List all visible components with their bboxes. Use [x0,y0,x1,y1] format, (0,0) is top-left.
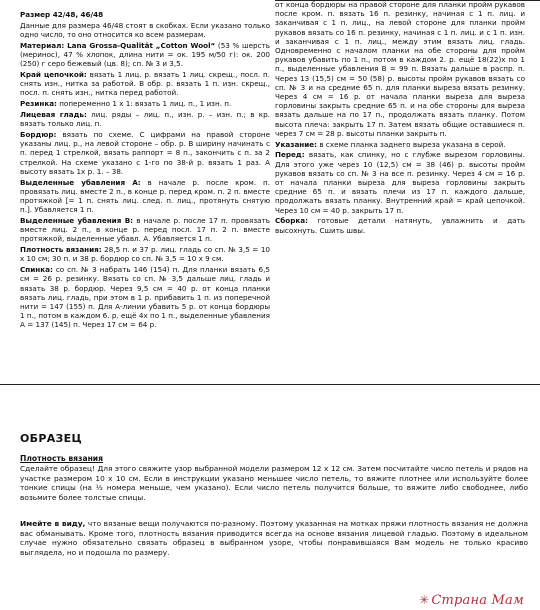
instruction-text: Данные для размера 46/48 стоят в скобках. Если указано только одно число, то оно относится ко всем размерам. [20,20,270,39]
instruction-paragraph [20,10,270,19]
instruction-paragraph [20,110,270,128]
instruction-paragraph [20,99,270,108]
instruction-paragraph [275,216,525,234]
note-paragraph [20,519,528,557]
instruction-text: в схеме планка заднего выреза указана в серой. [317,139,506,149]
section-subtitle: Плотность вязания [20,454,104,463]
note-text: что вязаные вещи получаются по-разному. Поэтому указанная на мотках пряжи плотность вязания не должна вас обманывать. Кроме того, плотность вязания приводится всегда на основе вязания лицевой гладью. Поэтому в идеальном случае нужно обязательно связать образец в выбранном узоре, чтобы понравившаяся Вам модель не только красиво выглядела, но и подошла по размеру. [20,519,528,557]
instruction-label: Размер 42/48, 46/48 [20,10,104,19]
instruction-paragraph [20,178,270,215]
instruction-label: Сборка: [275,216,308,226]
instruction-paragraph [20,245,270,263]
instruction-text: со сп. № 3 набрать 146 (154) п. Для планки вязать 6,5 см = 26 р. резинку. Вязать со сп. № 3,5 дальше лиц. гладь и вязать 38 р. бордюр. Через 9,5 см = 40 р. от конца планки вязать лиц. гладь, при этом в 1 р. прибавить 1 п. из поперечной нити = 147 (155) п. Для А-линии убавить 5 р. от конца бордюры 1 п., потом в каждом 6. р. ещё 4х по 1 п., выделенные убавления А = 137 (145) п. Через 17 см = 64 р. [20,265,270,330]
instruction-label: Спинка: [20,265,53,275]
swatch-section [0,386,540,610]
instruction-paragraph [20,265,270,329]
instruction-paragraph [20,41,270,69]
instruction-text: попеременно 1 х 1: вязать 1 лиц. п., 1 изн. п. [56,99,232,109]
instruction-label: Край цепочкой: [20,70,87,79]
instruction-paragraph [275,140,525,149]
note-label: Имейте в виду, [20,519,86,528]
instruction-paragraph [20,70,270,98]
instruction-text: вязать, как спинку, но с глубже вырезом горловины. Для этого уже через 10 (12,5) см = 38 (46) р. высоты пройм рукавов вязать со сп. № 3 на все п. резинку. Через 4 см = 16 р. от начала планки выреза для выреза горловины закрыть средние 65 п. и вязать плечи из 17 п. каждого дальше, продолжать вязать планку. Внутренний край = край цепочкой. Через 10 см = 40 р. закрыть 17 п. [275,150,525,215]
instruction-label: Резинка: [20,99,57,109]
flower-icon: ✳ [419,593,430,607]
watermark-text: Страна Мам [431,593,524,608]
instruction-text: вязать по схеме. С цифрами на правой стороне указаны лиц. р., на левой стороне – обр. р. В ширину начинать с п. перед 1 стрелкой, вязать раппорт = 8 п., закончить с п. за 2 стрелкой. На схеме указано с 1-го по 38-й р. вязать 1 раз. А высоту вязать 1х р. 1. – 38. [20,130,270,176]
right-column [275,0,525,236]
instruction-paragraph [20,21,270,39]
instruction-text: в начале р. после кром. п. провязать лиц. вместе 2 п., в конце р. перед кром. п. 2 п. вместе протяжкой [= 1 п. снять лиц. след. п. лиц., протянуть снятую п.]. Убавляется 1 п. [20,177,271,215]
instruction-paragraph [275,150,525,214]
instruction-text: (53 % шерсть (меринос), 47 % хлопок, длина нити = ок. 195 м/50 г): ок. 200 (250) г серо бежевый (цв. 8); сп. № 3 и 3,5. [20,40,270,69]
instruction-label: Лицевая гладь: [20,110,87,119]
instruction-text: готовые детали натянуть, увлажнить и дать высохнуть. Сшить швы. [275,216,525,235]
instruction-label: Материал: Lana Grossa-Qualität „Cotton Wool“ [20,40,216,50]
instruction-text: вязать 1 лиц. р. вязать 1 лиц. скрещ., посл. п. снять изн., нитка за работой. В обр. р. вязать 1 п. изн. скрещ., посл. п. снять изн., нитка перед работой. [20,70,270,98]
instruction-text: от конца бордюры на правой стороне для планки пройм рукавов после кром. п. вязать 16 п. резинку, начиная с 1 п. лиц. и заканчивая с 1 п. лиц., на левой стороне для планки пройм рукавов вязать со 16 п. резинку, начиная с 1 п. лиц. и с 1 п. изн. и заканчивая с 1 п. лиц., между этим вязать лиц. гладь. Одновременно с началом планки на обе стороны для пройм рукавов убавить по 1 п., потом в каждом 2. р. ещё 18(22)х по 1 п., выделенные убавления В = 99 п. Вязать дальше в распр. п. Через 13 (15,5) см = 50 (58) р. высоты пройм рукавов вязать со сп. № 3 и на средние 65 п. для планки выреза вязать резинку. Через 4 см = 16 р. от начала планки выреза для выреза горловины закрыть средние 65 п. и на обе стороны для выреза вязать дальше на по 17 п., продолжать вязать планку. Потом высота плеча: закрыть 17 п. Затем вязать общие оставшиеся п. через 7 см = 28 р. высоты планки закрыть п. [275,0,525,138]
instruction-label: Выделенные убавления В: [20,216,134,226]
instruction-label: Выделенные убавления А: [20,177,141,187]
instruction-label: Указание: [275,139,318,149]
site-watermark [419,593,524,608]
section-divider [0,384,540,385]
left-column [20,10,270,331]
instruction-paragraph [275,0,525,138]
instruction-text: 28,5 п. и 37 р. лиц. гладь со сп. № 3,5 = 10 х 10 см; 30 п. и 38 р. бордюр со сп. № 3,5 = 10 х 9 см. [20,245,270,264]
instruction-paragraph [20,130,270,176]
instruction-text: лиц. ряды – лиц. п., изн. р. – изн. п.; в кр. вязать только лиц. п. [20,110,270,129]
instruction-label: Перед: [275,150,305,160]
gauge-paragraph: Сделайте образец! Для этого свяжите узор выбранной модели размером 12 х 12 см. Затем посчитайте число петель и рядов на участке размером 10 х 10 см. Если в инструкции указано меньшее число петель, то вяжите плотнее или используйте более тонкие спицы (на ½ номера меньше, чем указано). Если число петель получится больше, то вяжите либо свободнее, либо возьмите более толстые спицы. [20,464,528,502]
instruction-label: Бордюр: [20,130,57,139]
instruction-paragraph [20,216,270,244]
instruction-label: Плотность вязания: [20,245,102,255]
section-title: ОБРАЗЕЦ [20,432,82,445]
instruction-text: в начале р. после 17 п. провязать вместе лиц. 2 п., в конце р. перед посл. 17 п. 2 п. вместе протяжкой, выделенные убавл. А. Убавляется 1 п. [20,216,270,244]
